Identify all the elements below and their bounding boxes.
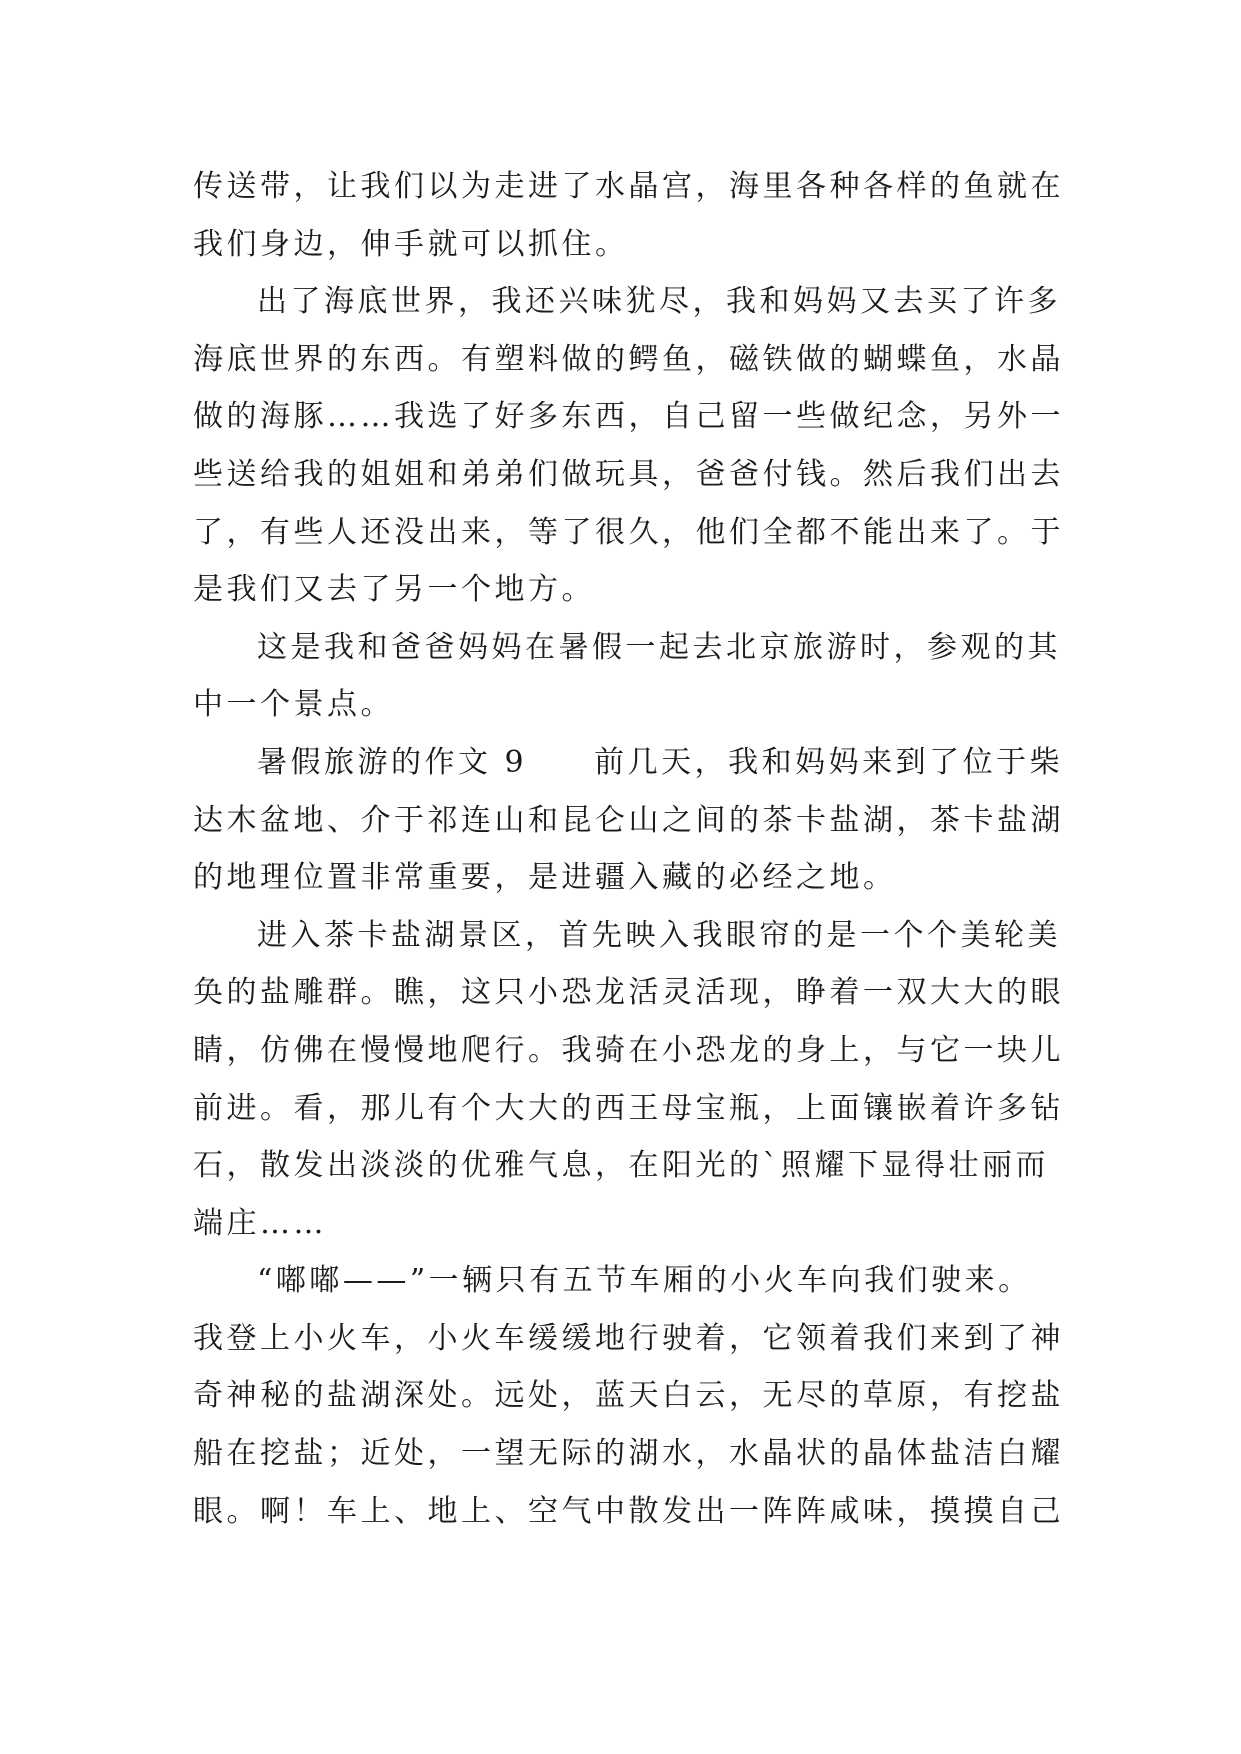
text-line: “嘟嘟——”一辆只有五节车厢的小火车向我们驶来。 [257, 1263, 1032, 1299]
text-line: 我登上小火车，小火车缓缓地行驶着，它领着我们来到了神 [193, 1320, 1064, 1356]
text-line: 了，有些人还没出来，等了很久，他们全都不能出来了。于 [193, 514, 1064, 550]
text-line: 前进。看，那儿有个大大的西王母宝瓶，上面镶嵌着许多钻 [193, 1090, 1064, 1126]
text-line: 传送带，让我们以为走进了水晶宫，海里各种各样的鱼就在 [193, 169, 1064, 204]
text-line: 奂的盐雕群。瞧，这只小恐龙活灵活现，睁着一双大大的眼 [193, 975, 1064, 1011]
text-line: 些送给我的姐姐和弟弟们做玩具，爸爸付钱。然后我们出去 [193, 456, 1064, 492]
text-line: 达木盆地、介于祁连山和昆仑山之间的茶卡盐湖，茶卡盐湖 [193, 802, 1064, 838]
text-line: 睛，仿佛在慢慢地爬行。我骑在小恐龙的身上，与它一块儿 [193, 1032, 1064, 1068]
text-line: 中一个景点。 [193, 687, 394, 723]
body-text [193, 158, 1063, 1540]
text-line: 的地理位置非常重要，是进疆入藏的必经之地。 [193, 860, 897, 896]
text-line: 做的海豚……我选了好多东西，自己留一些做纪念，另外一 [193, 399, 1064, 435]
text-line: 奇神秘的盐湖深处。远处，蓝天白云，无尽的草原，有挖盐 [193, 1378, 1064, 1414]
text-line: 船在挖盐；近处，一望无际的湖水，水晶状的晶体盐洁白耀 [193, 1436, 1064, 1472]
text-line: 进入茶卡盐湖景区，首先映入我眼帘的是一个个美轮美 [257, 917, 1061, 953]
text-line: 我们身边，伸手就可以抓住。 [193, 226, 629, 262]
text-line: 海底世界的东西。有塑料做的鳄鱼，磁铁做的蝴蝶鱼，水晶 [193, 341, 1064, 377]
text-line: 是我们又去了另一个地方。 [193, 572, 595, 608]
text-line: 眼。啊！车上、地上、空气中散发出一阵阵咸味，摸摸自己 [193, 1493, 1064, 1529]
text-line: 端庄…… [193, 1205, 327, 1241]
text-line: 暑假旅游的作文 9 前几天，我和妈妈来到了位于柴 [257, 744, 1064, 780]
text-line: 石，散发出淡淡的优雅气息，在阳光的`照耀下显得壮丽而 [193, 1148, 1049, 1184]
text-line: 这是我和爸爸妈妈在暑假一起去北京旅游时，参观的其 [257, 629, 1061, 665]
text-line: 出了海底世界，我还兴味犹尽，我和妈妈又去买了许多 [257, 284, 1061, 320]
